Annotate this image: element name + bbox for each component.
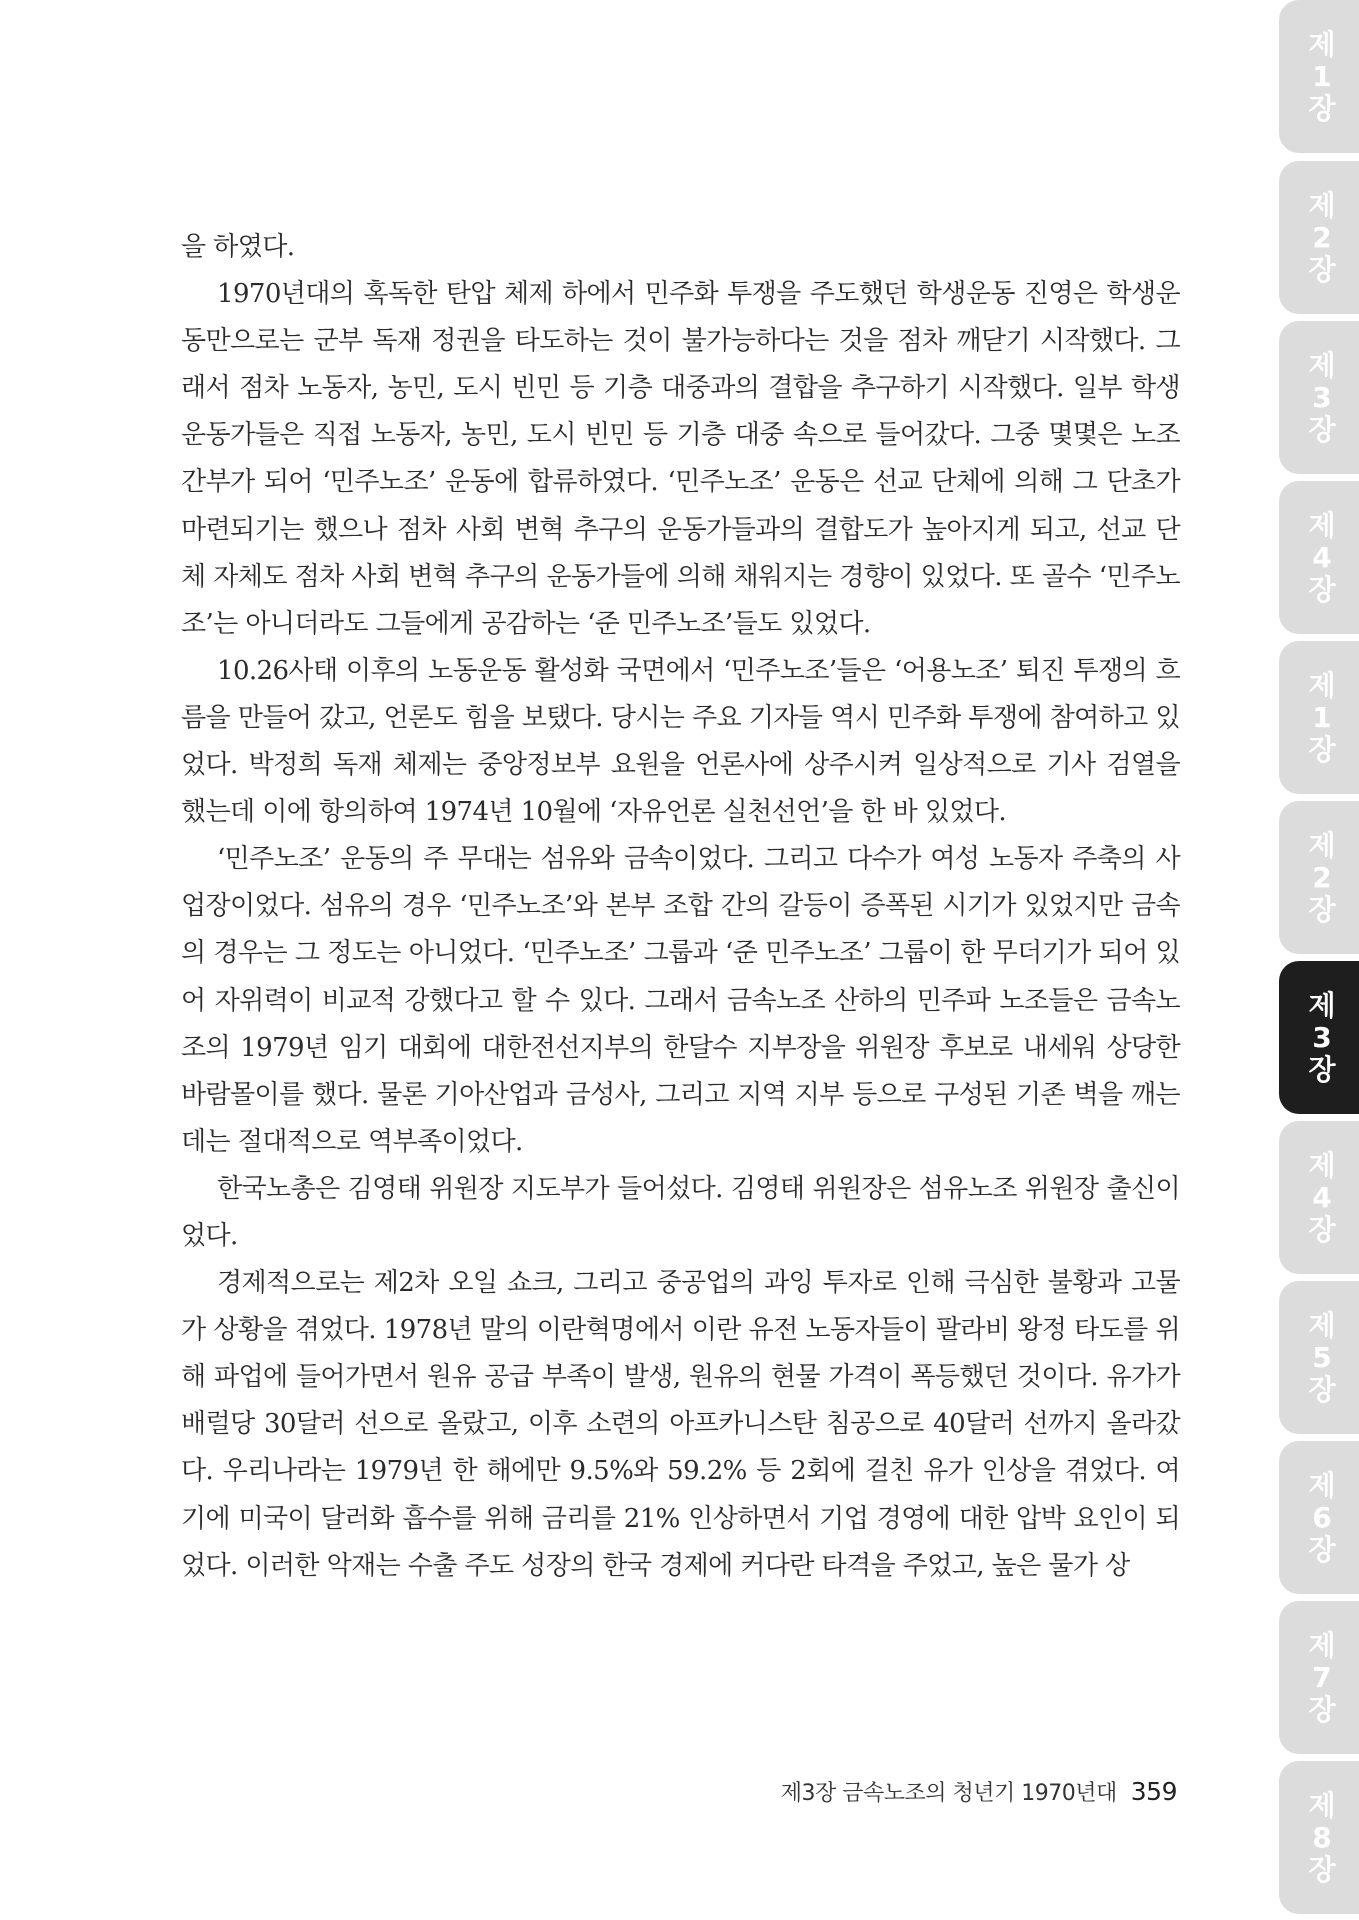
chapter-tab-10[interactable]: 제6장	[1279, 1441, 1359, 1594]
chapter-tab-4[interactable]: 제4장	[1279, 481, 1359, 634]
paragraph-3: ‘민주노조’ 운동의 주 무대는 섬유와 금속이었다. 그리고 다수가 여성 노동자 주축의 사업장이었다. 섬유의 경우 ‘민주노조’와 본부 조합 간의 갈등이 증폭된 시기가 있었지만 금속의 경우는 그 정도는 아니었다. ‘민주노조’ 그룹과 ‘준 민주노조’ 그룹이 한 무더기가 되어 있어 자위력이 비교적 강했다고 할 수 있다. 그래서 금속노조 산하의 민주파 노조들은 금속노조의 1979년 임기 대회에 대한전선지부의 한달수 지부장을 위원장 후보로 내세워 상당한 바람몰이를 했다. 물론 기아산업과 금성사, 그리고 지역 지부 등으로 구성된 기존 벽을 깨는 데는 절대적으로 역부족이었다.	[181, 844, 1180, 1157]
chapter-tab-7[interactable]: 제3장	[1279, 961, 1359, 1114]
chapter-tab-11[interactable]: 제7장	[1279, 1601, 1359, 1754]
chapter-tab-6[interactable]: 제2장	[1279, 801, 1359, 954]
paragraph-1: 1970년대의 혹독한 탄압 체제 하에서 민주화 투쟁을 주도했던 학생운동 진영은 학생운동만으로는 군부 독재 정권을 타도하는 것이 불가능하다는 것을 점차 깨닫기 시작했다. 그래서 점차 노동자, 농민, 도시 빈민 등 기층 대중과의 결합을 추구하기 시작했다. 일부 학생운동가들은 직접 노동자, 농민, 도시 빈민 등 기층 대중 속으로 들어갔다. 그중 몇몇은 노조 간부가 되어 ‘민주노조’ 운동에 합류하였다. ‘민주노조’ 운동은 선교 단체에 의해 그 단초가 마련되기는 했으나 점차 사회 변혁 추구의 운동가들과의 결합도가 높아지게 되고, 선교 단체 자체도 점차 사회 변혁 추구의 운동가들에 의해 채워지는 경향이 있었다. 또 골수 ‘민주노조’는 아니더라도 그들에게 공감하는 ‘준 민주노조’들도 있었다.	[181, 279, 1180, 639]
chapter-tab-12[interactable]: 제8장	[1279, 1761, 1359, 1914]
chapter-tab-5[interactable]: 제1장	[1279, 641, 1359, 794]
running-chapter-title: 제3장 금속노조의 청년기 1970년대	[780, 1781, 1117, 1806]
paragraph-4: 한국노총은 김영태 위원장 지도부가 들어섰다. 김영태 위원장은 섬유노조 위원장 출신이었다.	[181, 1173, 1180, 1251]
chapter-tab-8[interactable]: 제4장	[1279, 1121, 1359, 1274]
paragraph-0: 을 하였다.	[181, 232, 295, 262]
chapter-tab-3[interactable]: 제3장	[1279, 321, 1359, 474]
page-number: 359	[1130, 1777, 1177, 1806]
page-body	[181, 224, 1180, 1590]
page-footer	[781, 1776, 1177, 1807]
chapter-tab-1[interactable]: 제1장	[1279, 0, 1359, 153]
paragraph-5: 경제적으로는 제2차 오일 쇼크, 그리고 중공업의 과잉 투자로 인해 극심한 불황과 고물가 상황을 겪었다. 1978년 말의 이란혁명에서 이란 유전 노동자들이 팔라비 왕정 타도를 위해 파업에 들어가면서 원유 공급 부족이 발생, 원유의 현물 가격이 폭등했던 것이다. 유가가 배럴당 30달러 선으로 올랐고, 이후 소련의 아프카니스탄 침공으로 40달러 선까지 올라갔다. 우리나라는 1979년 한 해에만 9.5%와 59.2% 등 2회에 걸친 유가 인상을 겪었다. 여기에 미국이 달러화 흡수를 위해 금리를 21% 인상하면서 기업 경영에 대한 압박 요인이 되었다. 이러한 악재는 수출 주도 성장의 한국 경제에 커다란 타격을 주었고, 높은 물가 상	[181, 1268, 1180, 1581]
chapter-tabs	[1279, 0, 1359, 1920]
chapter-tab-9[interactable]: 제5장	[1279, 1281, 1359, 1434]
chapter-tab-2[interactable]: 제2장	[1279, 161, 1359, 314]
paragraph-2: 10.26사태 이후의 노동운동 활성화 국면에서 ‘민주노조’들은 ‘어용노조’ 퇴진 투쟁의 흐름을 만들어 갔고, 언론도 힘을 보탰다. 당시는 주요 기자들 역시 민주화 투쟁에 참여하고 있었다. 박정희 독재 체제는 중앙정보부 요원을 언론사에 상주시켜 일상적으로 기사 검열을 했는데 이에 항의하여 1974년 10월에 ‘자유언론 실천선언’을 한 바 있었다.	[181, 655, 1180, 828]
